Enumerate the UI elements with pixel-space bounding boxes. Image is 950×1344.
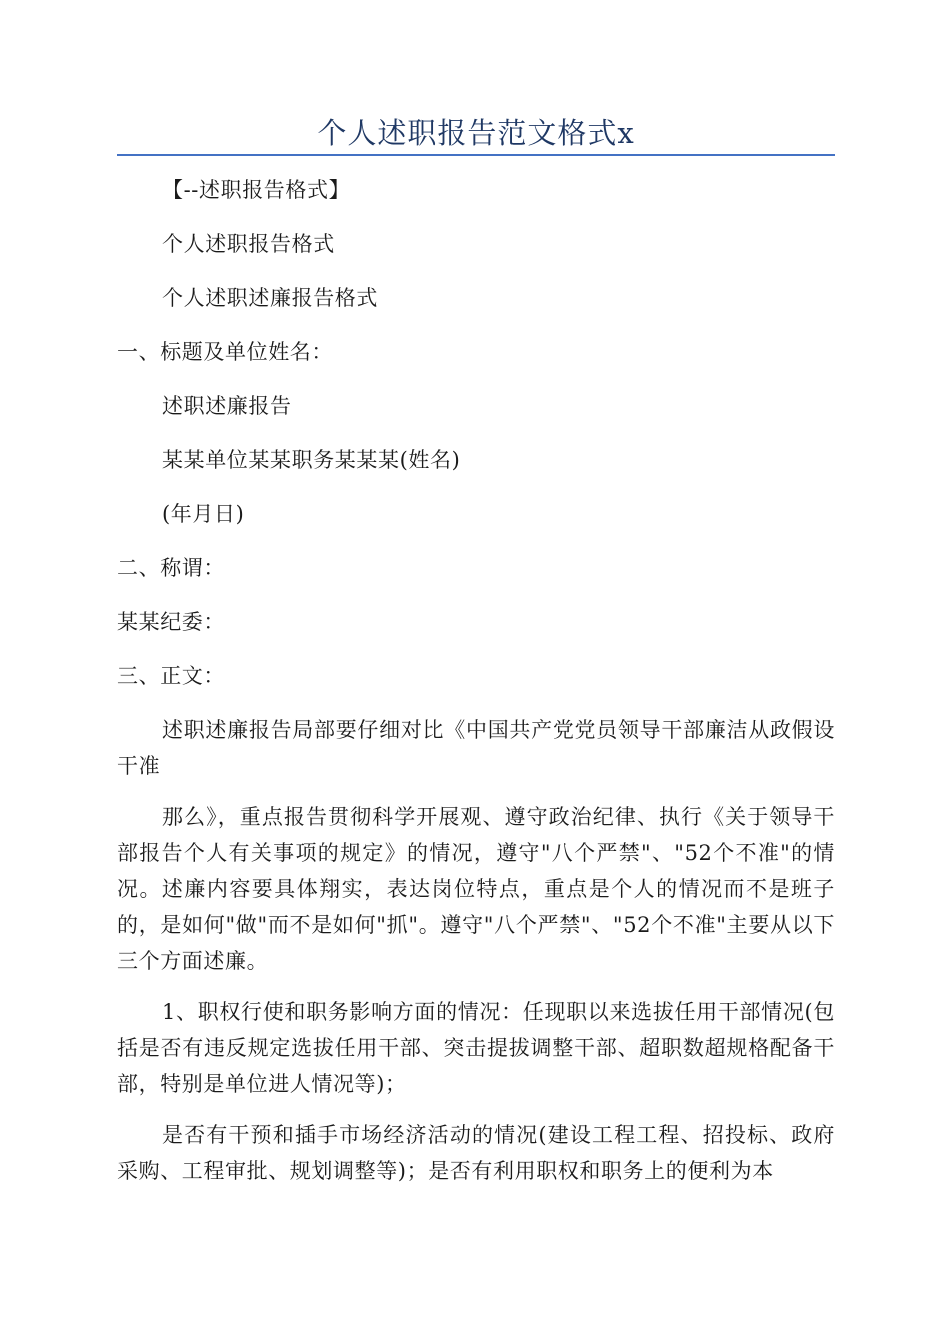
paragraph-unit-position-name: 某某单位某某职务某某某(姓名) [162,448,461,472]
document-body [117,172,835,1204]
paragraph-addressee: 某某纪委： [117,610,225,634]
paragraph-format-note: 【--述职报告格式】 [162,178,351,202]
document-page [117,0,835,1344]
paragraph-main-text-2: 那么》，重点报告贯彻科学开展观、遵守政治纪律、执行《关于领导干部报告个人有关事项的规定》的情况，遵守"八个严禁"、"52个不准"的情况。述廉内容要具体翔实，表达岗位特点，重点是个人的情况而不是班子的，是如何"做"而不是如何"抓"。遵守"八个严禁"、"52个不准"主要从以下三个方面述廉。 [117,805,835,973]
paragraph-item-1: 1、职权行使和职务影响方面的情况：任现职以来选拔任用干部情况(包括是否有违反规定选拔任用干部、突击提拔调整干部、超职数超规格配备干部，特别是单位进人情况等)； [117,1000,835,1096]
heading-salutation: 二、称谓： [117,556,225,580]
document-title: 个人述职报告范文格式x [317,116,635,150]
paragraph-item-1-continued: 是否有干预和插手市场经济活动的情况(建设工程工程、招投标、政府采购、工程审批、规划调整等)；是否有利用职权和职务上的便利为本 [117,1123,835,1183]
paragraph-report-name: 述职述廉报告 [162,394,292,418]
paragraph-main-text-1: 述职述廉报告局部要仔细对比《中国共产党党员领导干部廉洁从政假设干准 [117,718,835,778]
title-underline [117,154,835,156]
heading-main-text: 三、正文： [117,664,225,688]
paragraph-integrity-report-format: 个人述职述廉报告格式 [162,286,378,310]
paragraph-personal-report-format: 个人述职报告格式 [162,232,335,256]
heading-title-and-name: 一、标题及单位姓名： [117,340,333,364]
paragraph-date: (年月日) [162,502,245,526]
